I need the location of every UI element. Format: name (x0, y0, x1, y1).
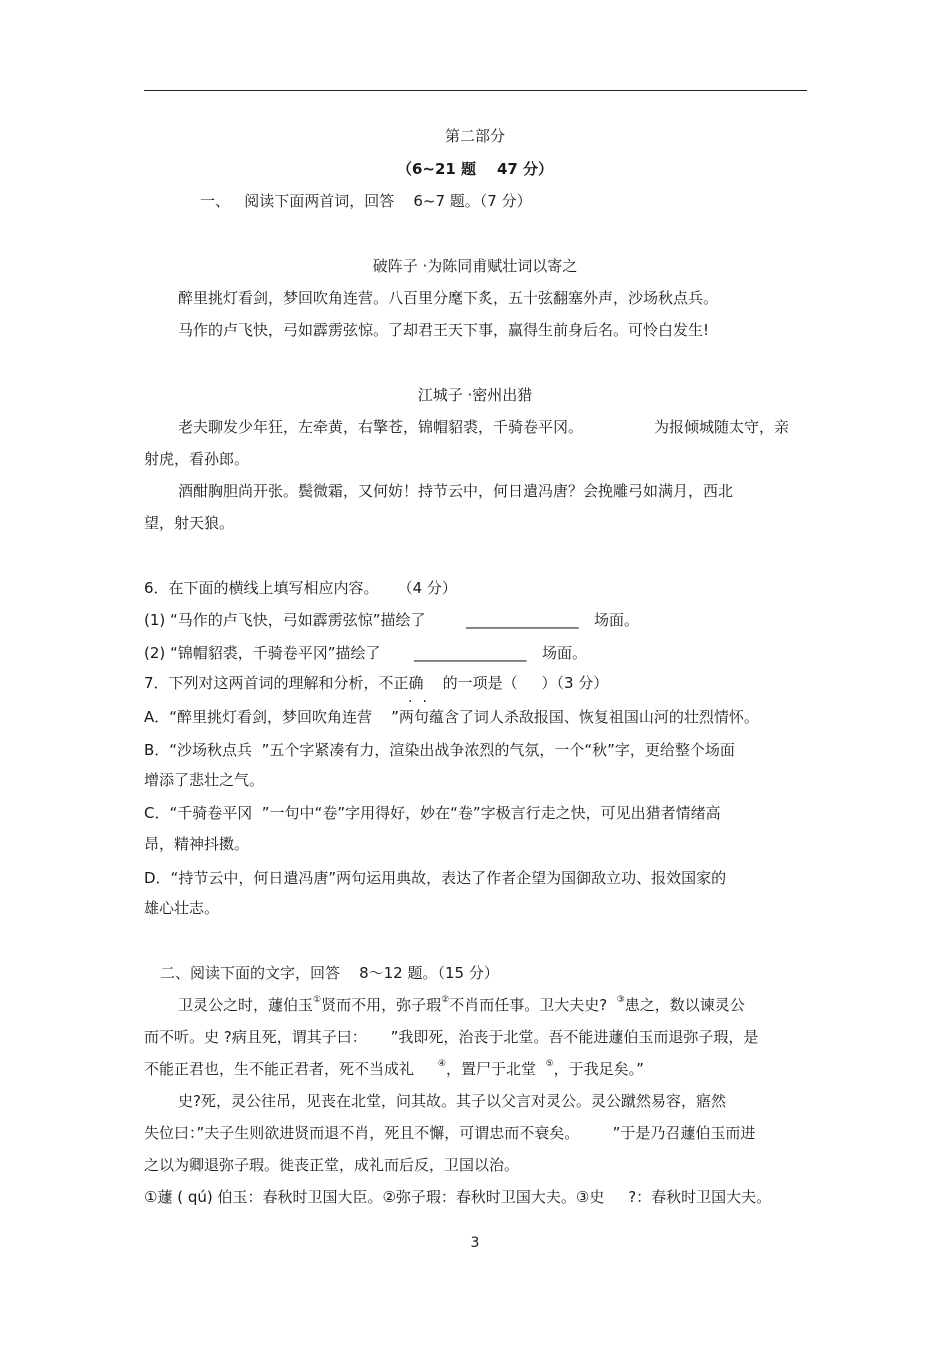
footnote-marker-4: ④ (437, 1059, 446, 1069)
footnote-marker-5: ⑤ (545, 1059, 554, 1069)
passage-p1-line-1-part-a: 卫灵公之时，蘧伯玉 (178, 996, 314, 1014)
question-6-item-2: (2) “锦帽貂裘，千骑卷平冈”描绘了 (144, 644, 381, 662)
passage-p1-line-3-part-c: ，于我足矣。” (553, 1060, 644, 1078)
question-6-item-2-blank[interactable]: _______________ (414, 644, 527, 662)
question-7-option-d-line-1: D．“持节云中，何日遣冯唐”两句运用典故，表达了作者企望为国御敌立功、报效国家的 (144, 869, 727, 887)
question-6-item-1: (1) “马作的卢飞快，弓如霹雳弦惊”描绘了 (144, 611, 426, 629)
passage-p1-line-2: 而不听。史 ?病且死，谓其子曰： ”我即死，治丧于北堂。吾不能进蘧伯玉而退弥子瑕，是 (144, 1028, 759, 1046)
question-6-item-1-suffix: 场面。 (594, 611, 640, 629)
passage-p2-line-3: 之以为卿退弥子瑕。徙丧正堂，成礼而后反，卫国以治。 (144, 1156, 520, 1174)
poem-2-line-1b: 为报倾城随太守，亲 (654, 418, 790, 436)
passage-p1-line-3-part-a: 不能正君也，生不能正君者，死不当成礼 (144, 1060, 415, 1078)
poem-1-line-1: 醉里挑灯看剑，梦回吹角连营。八百里分麾下炙，五十弦翻塞外声，沙场秋点兵。 (178, 289, 719, 307)
section-title: 第二部分 (444, 127, 505, 145)
header-rule (144, 90, 807, 91)
emphasis-dots: .. (408, 690, 437, 706)
question-7-stem: 7．下列对这两首词的理解和分析，不正确 的一项是（ ）（3 分） (144, 674, 609, 692)
passage-p1-line-1-part-b: 贤而不用，弥子瑕 (321, 996, 442, 1014)
poem-1-title: 破阵子 ·为陈同甫赋壮词以寄之 (372, 257, 578, 275)
passage-footnotes: ①蘧 ( qú) 伯玉：春秋时卫国大臣。②弥子瑕：春秋时卫国大夫。③史 ?：春秋时卫国大夫。 (144, 1188, 772, 1206)
poem-2-line-2a: 酒酣胸胆尚开张。鬓微霜，又何妨！持节云中，何日遣冯唐？会挽雕弓如满月，西北 (178, 482, 734, 500)
footnote-marker-1: ① (313, 995, 322, 1005)
question-7-option-b-line-2: 增添了悲壮之气。 (144, 771, 265, 789)
poem-2-line-1a: 老夫聊发少年狂，左牵黄，右擎苍，锦帽貂裘，千骑卷平冈。 (178, 418, 584, 436)
question-7-option-a: A．“醉里挑灯看剑，梦回吹角连营 ”两句蕴含了词人杀敌报国、恢复祖国山河的壮烈情怀。 (144, 708, 759, 726)
poem-2-line-2b: 望，射天狼。 (144, 514, 235, 532)
question-7-option-d-line-2: 雄心壮志。 (144, 899, 220, 917)
footnote-marker-2: ② (441, 995, 450, 1005)
question-7-option-c-line-1: C．“千骑卷平冈 ”一句中“卷”字用得好，妙在“卷”字极言行走之快，可见出猎者情绪高 (144, 804, 721, 822)
section-scope: （6~21 题 47 分） (396, 160, 554, 178)
poem-2-line-1c: 射虎，看孙郎。 (144, 450, 250, 468)
question-group-2-heading: 二、阅读下面的文字，回答 8～12 题。（15 分） (160, 964, 499, 982)
passage-p2-line-2: 失位曰：”夫子生则欲进贤而退不肖，死且不懈，可谓忠而不衰矣。 ”于是乃召蘧伯玉而进 (144, 1124, 756, 1142)
question-6-item-2-suffix: 场面。 (542, 644, 588, 662)
page-number: 3 (470, 1235, 480, 1251)
question-6-item-1-blank[interactable]: _______________ (466, 611, 579, 629)
question-group-1-heading: 一、 阅读下面两首词，回答 6~7 题。（7 分） (200, 192, 532, 210)
question-7-option-c-line-2: 昂，精神抖擞。 (144, 835, 250, 853)
question-7-option-b-line-1: B．“沙场秋点兵 ”五个字紧凑有力，渲染出战争浓烈的气氛，一个“秋”字，更给整个场面 (144, 741, 735, 759)
passage-p1-line-3 (144, 1059, 644, 1079)
passage-p1-line-1-part-c: 不肖而任事。卫大夫史? (449, 996, 608, 1014)
poem-2-title: 江城子 ·密州出猎 (417, 386, 533, 404)
footnote-marker-3: ③ (616, 995, 625, 1005)
passage-p1-line-1 (178, 995, 745, 1015)
passage-p1-line-1-part-d: 患之，数以谏灵公 (624, 996, 745, 1014)
passage-p1-line-3-part-b: ，置尸于北堂 (445, 1060, 536, 1078)
poem-1-line-2: 马作的卢飞快，弓如霹雳弦惊。了却君王天下事，赢得生前身后名。可怜白发生! (178, 321, 710, 339)
passage-p2-line-1: 史?死，灵公往吊，见丧在北堂，问其故。其子以父言对灵公。灵公蹴然易容，寤然 (178, 1092, 726, 1110)
question-6-stem: 6．在下面的横线上填写相应内容。 （4 分） (144, 579, 457, 597)
